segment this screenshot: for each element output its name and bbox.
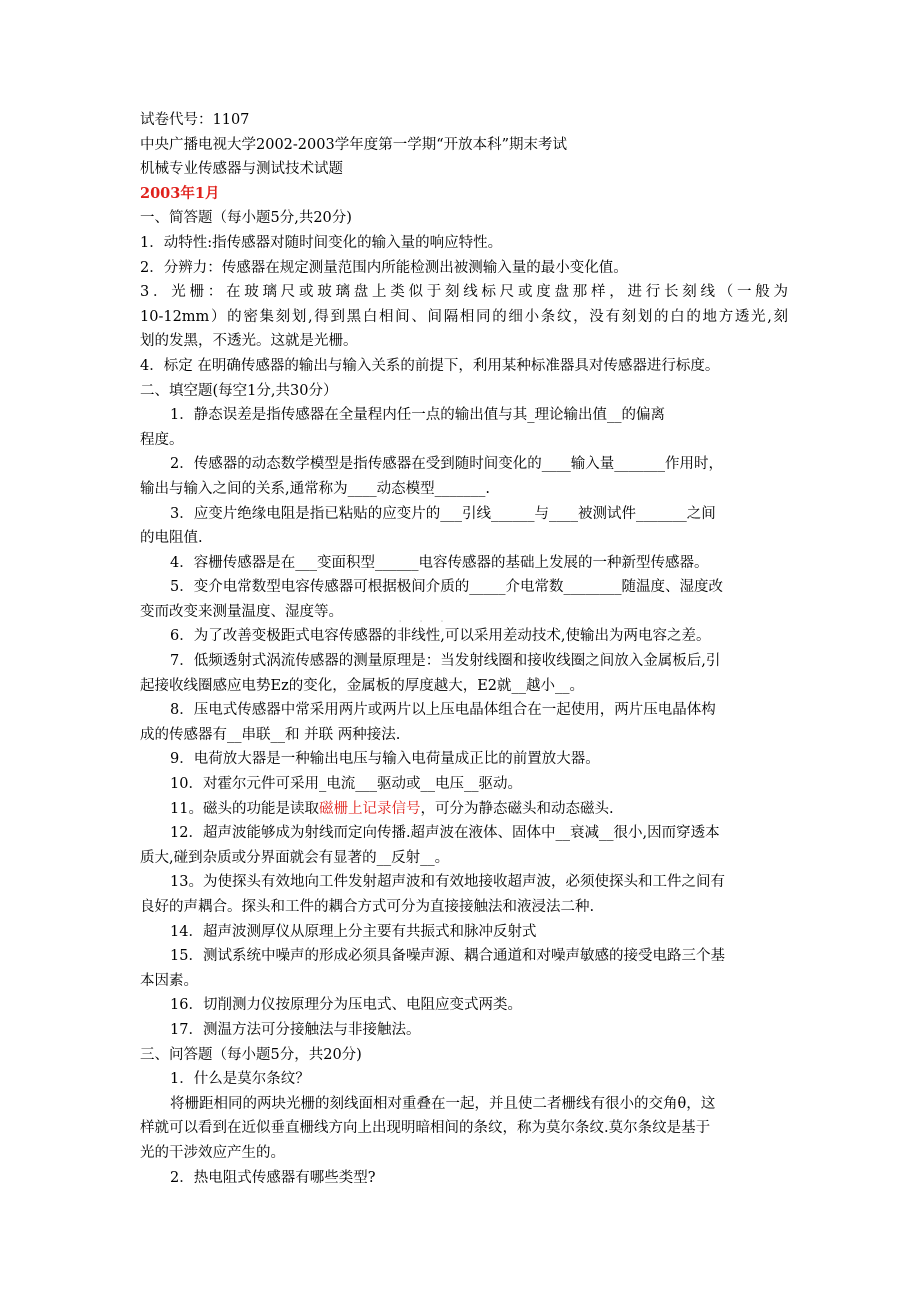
fill-13-line2: 良好的声耦合。探头和工件的耦合方式可分为直接接触法和液浸法二种. — [140, 899, 595, 915]
answer-1-4: 4．标定 在明确传感器的输出与输入关系的前提下，利用某种标准器具对传感器进行标度。 — [140, 357, 720, 374]
section-3-title: 三、问答题（每小题5分，共20分) — [140, 1046, 362, 1063]
fill-3-line1: 3．应变片绝缘电阻是指已粘贴的应变片的___引线______与____被测试件_______之间 — [170, 505, 716, 522]
exam-document — [140, 108, 788, 1190]
fill-4: 4．容栅传感器是在___变面积型______电容传感器的基础上发展的一种新型传感器。 — [170, 554, 709, 571]
fill-14: 14．超声波测厚仪从原理上分主要有共振式和脉冲反射式 — [170, 923, 537, 940]
exam-date: 2003年1月 — [140, 184, 220, 202]
subject-title: 机械专业传感器与测试技术试题 — [140, 161, 343, 178]
exam-code: 试卷代号：1107 — [140, 112, 250, 128]
university-title: 中央广播电视大学2002-2003学年度第一学期“开放本科”期末考试 — [140, 136, 568, 153]
fill-17: 17．测温方法可分接触法与非接触法。 — [170, 1021, 421, 1038]
answer-1-3-line1: 3．光栅：在玻璃尺或玻璃盘上类似于刻线标尺或度盘那样，进行长刻线（一般为 — [140, 284, 788, 301]
fill-16: 16．切削测力仪按原理分为压电式、电阻应变式两类。 — [170, 997, 522, 1014]
fill-11 — [140, 797, 788, 822]
fill-6: 6．为了改善变极距式电容传感器的非线性,可以采用差动技术,使输出为两电容之差。 — [170, 628, 711, 645]
fill-2-line1: 2．传感器的动态数学模型是指传感器在受到随时间变化的____输入量_______作用时， — [170, 456, 723, 473]
fill-5-line2: 变而改变来测量温度、湿度等。 — [140, 603, 343, 620]
fill-5-line1: 5．变介电常数型电容传感器可根据极间介质的_____介电常数________随温度、湿度改 — [170, 579, 723, 596]
question-3-2: 2．热电阻式传感器有哪些类型? — [170, 1169, 376, 1186]
fill-8-line2: 成的传感器有__串联__和 并联 两种接法. — [140, 726, 401, 743]
watermark: · · · — [398, 614, 451, 630]
fill-10: 10．对霍尔元件可采用_电流___驱动或__电压__驱动。 — [170, 776, 522, 793]
fill-8-line1: 8．压电式传感器中常采用两片或两片以上压电晶体组合在一起使用，两片压电晶体构 — [170, 702, 716, 719]
answer-1-3-line2: 10-12mm）的密集刻划,得到黑白相间、间隔相同的细小条纹，没有刻划的白的地方透光,刻 — [140, 308, 788, 325]
fill-11-suffix: ，可分为静态磁头和动态磁头. — [420, 800, 614, 817]
answer-3-1-line2: 样就可以看到在近似垂直栅线方向上出现明暗相间的条纹，称为莫尔条纹.莫尔条纹是基于 — [140, 1120, 711, 1137]
question-3-1: 1．什么是莫尔条纹？ — [170, 1071, 310, 1088]
fill-7-line1: 7．低频透射式涡流传感器的测量原理是：当发射线圈和接收线圈之间放入金属板后,引 — [170, 653, 721, 670]
answer-1-1: 1．动特性:指传感器对随时间变化的输入量的响应特性。 — [140, 234, 503, 251]
fill-3-line2: 的电阻值. — [140, 530, 203, 547]
answer-3-1-line3: 光的干涉效应产生的。 — [140, 1144, 285, 1161]
fill-1-line2: 程度。 — [140, 431, 184, 448]
answer-1-3-line3: 划的发黑，不透光。这就是光栅。 — [140, 333, 358, 350]
answer-3-1-line1: 将栅距相同的两块光栅的刻线面相对重叠在一起，并且使二者栅线有很小的交角θ，这 — [170, 1095, 716, 1112]
section-1-title: 一、简答题（每小题5分,共20分) — [140, 210, 352, 227]
fill-13-line1: 13。为使探头有效地向工件发射超声波和有效地接收超声波，必须使探头和工件之间有 — [170, 874, 725, 891]
fill-15-line1: 15．测试系统中噪声的形成必须具备噪声源、耦合通道和对噪声敏感的接受电路三个基 — [170, 948, 725, 965]
answer-1-2: 2．分辨力：传感器在规定测量范围内所能检测出被测输入量的最小变化值。 — [140, 259, 628, 276]
fill-12-line1: 12．超声波能够成为射线而定向传播.超声波在液体、固体中__衰减__很小,因而穿透本 — [170, 825, 720, 842]
fill-1-line1: 1．静态误差是指传感器在全量程内任一点的输出值与其_理论输出值__的偏离 — [170, 407, 665, 424]
fill-12-line2: 质大,碰到杂质或分界面就会有显著的__反射__。 — [140, 849, 450, 866]
fill-11-prefix: 11。磁头的功能是读取 — [170, 800, 319, 817]
fill-2-line2: 输出与输入之间的关系,通常称为____动态模型_______. — [140, 480, 490, 497]
fill-9: 9．电荷放大器是一种输出电压与输入电荷量成正比的前置放大器。 — [170, 751, 600, 768]
fill-11-highlight: 磁栅上记录信号 — [318, 800, 421, 817]
fill-7-line2: 起接收线圈感应电势Ez的变化，金属板的厚度越大，E2就__越小__。 — [140, 677, 585, 694]
section-2-title: 二、填空题(每空1分,共30分） — [140, 382, 338, 399]
fill-15-line2: 本因素。 — [140, 972, 198, 989]
